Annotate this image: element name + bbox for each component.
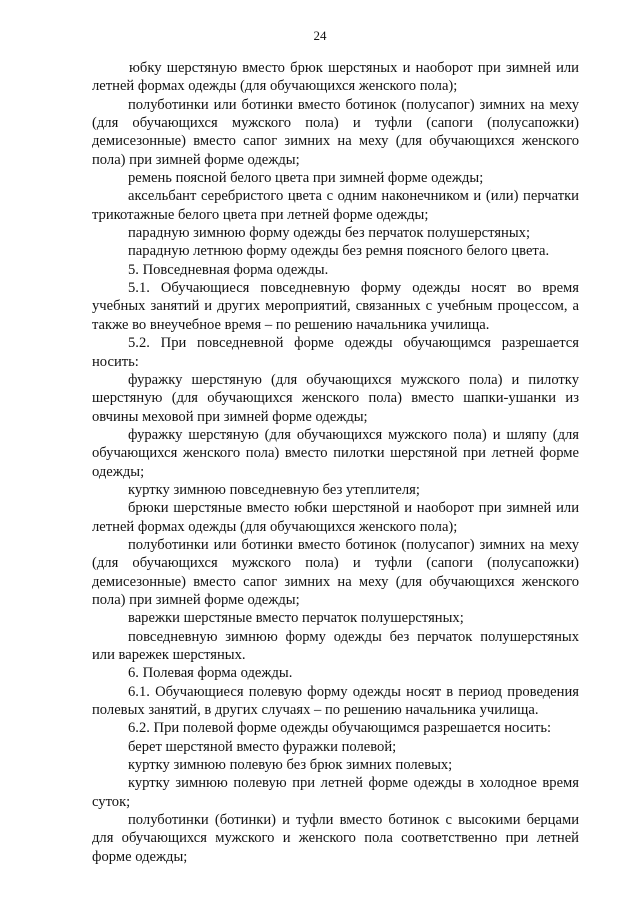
paragraph-mittens: варежки шерстяные вместо перчаток полушерстяных; (128, 610, 464, 627)
paragraph-parade-winter-no-gloves: парадную зимнюю форму одежды без перчаток полушерстяных; (128, 225, 530, 242)
paragraph-6-1: 6.1. Обучающиеся полевую форму одежды носят в период проведения полевых занятий, в других случаях – по решению начальника училища. (92, 683, 579, 719)
paragraph-low-shoes-winter-everyday: полуботинки или ботинки вместо ботинок (полусапог) зимних на меху (для обучающихся мужского пола) и туфли (сапоги (полусапожки) демисезонные) вместо сапог зимних на меху (для обучающихся женского пола) при зимней форме одежды; (92, 536, 579, 608)
paragraph-everyday-winter-no-gloves: повседневную зимнюю форму одежды без перчаток полушерстяных или варежек шерстяных. (92, 628, 579, 663)
paragraph-parade-summer-no-belt: парадную летнюю форму одежды без ремня поясного белого цвета. (128, 243, 550, 260)
paragraph-field-jacket-summer: куртку зимнюю полевую при летней форме одежды в холодное время суток; (92, 775, 579, 810)
paragraph-cap-and-hat: фуражку шерстяную (для обучающихся мужского пола) и шляпу (для обучающихся женского пола) вместо пилотки шерстяной при летней форме одежды; (92, 426, 579, 480)
paragraph-beret: берет шерстяной вместо фуражки полевой; (128, 738, 397, 755)
paragraph-field-jacket-no-trousers: куртку зимнюю полевую без брюк зимних полевых; (128, 757, 453, 774)
document-body (92, 59, 579, 866)
page-number: 24 (313, 28, 327, 43)
paragraph-skirt-instead-of-trousers: юбку шерстяную вместо брюк шерстяных и наоборот при зимней или летней формах одежды (для обучающихся женского пола); (92, 60, 579, 95)
paragraph-low-shoes-winter: полуботинки или ботинки вместо ботинок (полусапог) зимних на меху (для обучающихся мужского пола) и туфли (сапоги (полусапожки) демисезонные) вместо сапог зимних на меху (для обучающихся женского пола) при зимней форме одежды; (92, 96, 579, 168)
paragraph-jacket-no-liner: куртку зимнюю повседневную без утеплителя; (128, 481, 420, 498)
section-heading-field-uniform: 6. Полевая форма одежды. (128, 665, 293, 682)
section-heading-everyday-uniform: 5. Повседневная форма одежды. (128, 261, 329, 278)
paragraph-white-belt: ремень поясной белого цвета при зимней форме одежды; (128, 170, 484, 187)
paragraph-trousers-instead-of-skirt: брюки шерстяные вместо юбки шерстяной и наоборот при зимней или летней формах одежды (для обучающихся женского пола); (92, 500, 579, 535)
paragraph-cap-and-garrison-cap: фуражку шерстяную (для обучающихся мужского пола) и пилотку шерстяную (для обучающихся женского пола) вместо шапки-ушанки из овчины меховой при зимней форме одежды; (92, 371, 579, 425)
paragraph-low-shoes-field: полуботинки (ботинки) и туфли вместо ботинок с высокими берцами для обучающихся мужского и женского пола соответственно при летней форме одежды; (92, 812, 579, 865)
paragraph-aiguillette-gloves: аксельбант серебристого цвета с одним наконечником и (или) перчатки трикотажные белого цвета при летней форме одежды; (92, 188, 579, 223)
paragraph-6-2: 6.2. При полевой форме одежды обучающимся разрешается носить: (128, 720, 552, 737)
paragraph-5-1: 5.1. Обучающиеся повседневную форму одежды носят во время учебных занятий и других мероприятий, связанных с учебным процессом, а также во внеучебное время – по решению начальника училища. (92, 280, 579, 333)
paragraph-5-2: 5.2. При повседневной форме одежды обучающимся разрешается носить: (92, 335, 579, 370)
